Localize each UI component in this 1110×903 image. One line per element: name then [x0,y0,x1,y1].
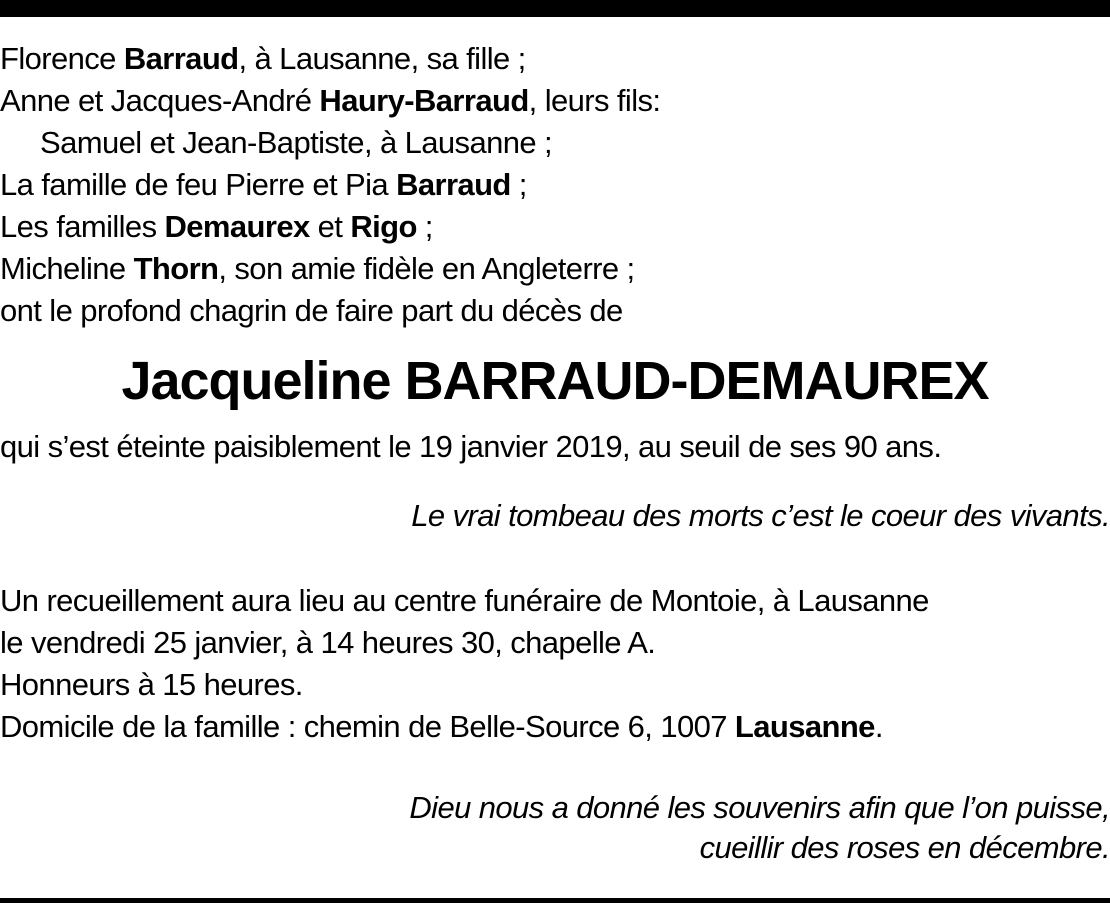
family-text: Anne et Jacques-André [0,83,320,118]
deceased-name: Jacqueline BARRAUD-DEMAUREX [121,351,989,411]
epitaph-quote: Le vrai tombeau des morts c’est le coeur des vivants. [411,498,1110,533]
service-line: Honneurs à 15 heures. [0,667,303,702]
address-line [0,706,1110,748]
announcement-text: ont le profond chagrin de faire part du décès de [0,293,623,328]
family-surname: Barraud [396,167,511,202]
address-text: Domicile de la famille : chemin de Belle-Source 6, 1007 [0,709,735,744]
address-city: Lausanne [734,709,875,744]
family-text: Micheline [0,251,134,286]
family-line [0,80,1110,122]
announcement-line [0,290,1110,332]
family-surname: Rigo [350,209,417,244]
family-line [0,38,1110,80]
bottom-rule [0,898,1110,903]
obituary-notice [0,38,1110,868]
family-text: , son amie fidèle en Angleterre ; [218,251,635,286]
family-text: Florence [0,41,124,76]
family-surname: Barraud [123,41,239,76]
top-rule [0,0,1110,17]
closing-quote-line: cueillir des roses en décembre. [699,830,1110,865]
service-line: le vendredi 25 janvier, à 14 heures 30, chapelle A. [0,625,656,660]
family-text: La famille de feu Pierre et Pia [0,167,397,202]
family-surname: Thorn [133,251,219,286]
family-surname: Haury-Barraud [319,83,529,118]
family-text: ; [416,209,433,244]
address-text: . [874,709,883,744]
family-line [0,122,1110,164]
family-text: , leurs fils: [528,83,661,118]
closing-quote-line: Dieu nous a donné les souvenirs afin que l’on puisse, [409,790,1110,825]
family-text: Samuel et Jean-Baptiste, à Lausanne ; [40,125,553,160]
passing-line: qui s’est éteinte paisiblement le 19 janvier 2019, au seuil de ses 90 ans. [0,429,942,464]
family-line [0,206,1110,248]
family-surname: Demaurex [164,209,310,244]
family-text: Les familles [0,209,165,244]
family-text: et [309,209,351,244]
family-text: , à Lausanne, sa fille ; [238,41,526,76]
service-line: Un recueillement aura lieu au centre funéraire de Montoie, à Lausanne [0,583,929,618]
family-text: ; [510,167,527,202]
family-line [0,248,1110,290]
family-line [0,164,1110,206]
